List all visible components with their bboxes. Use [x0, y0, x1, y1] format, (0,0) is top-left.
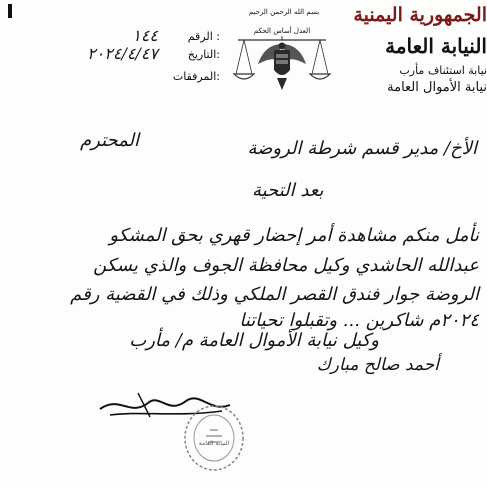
eagle-scales-emblem-icon	[232, 26, 332, 96]
addressee: الأخ/ مدير قسم شرطة الروضة	[247, 138, 477, 159]
body-line: نأمل منكم مشاهدة أمر إحضار قهري بحق المشكو	[109, 225, 479, 246]
body-line: عبدالله الحاشدي وكيل محافظة الجوف والذي يسكن	[93, 255, 479, 276]
appeal-office: نيابة استئناف مأرب	[399, 64, 487, 77]
date-field	[30, 44, 220, 66]
stamp-text: النيابة العامة	[198, 440, 230, 447]
signer-name: أحمد صالح مبارك	[316, 355, 439, 375]
prosecution-heading: النيابة العامة	[385, 34, 487, 58]
official-stamp-icon	[182, 400, 246, 472]
basmala: بسم الله الرحمن الرحيم	[248, 8, 320, 16]
date-label: التاريخ:	[187, 48, 220, 61]
republic-heading: الجمهورية اليمنية	[353, 4, 487, 26]
body-line: الروضة جوار فندق القصر الملكي وذلك في القضية رقم	[70, 284, 479, 305]
date-value: ٢٠٢٤/٤/٤٧	[87, 44, 158, 63]
body-line: ٢٠٢٤م شاكرين ... وتقبلوا تحياتنا	[239, 310, 479, 331]
greeting: بعد التحية	[252, 180, 324, 201]
public-funds-office: نيابة الأموال العامة	[387, 80, 487, 95]
attachments-label: المرفقات:	[172, 70, 220, 83]
reference-number-value: ١٤٤	[132, 26, 158, 45]
justice-motto: العدل أساس الحكم	[253, 27, 311, 35]
attachments-field	[30, 70, 220, 88]
closing-title: وكيل نيابة الأموال العامة م/ مأرب	[129, 330, 379, 351]
reference-number-label: الرقم :	[187, 30, 220, 43]
page-edge-mark	[8, 4, 12, 18]
salutation: المحترم	[80, 130, 140, 151]
